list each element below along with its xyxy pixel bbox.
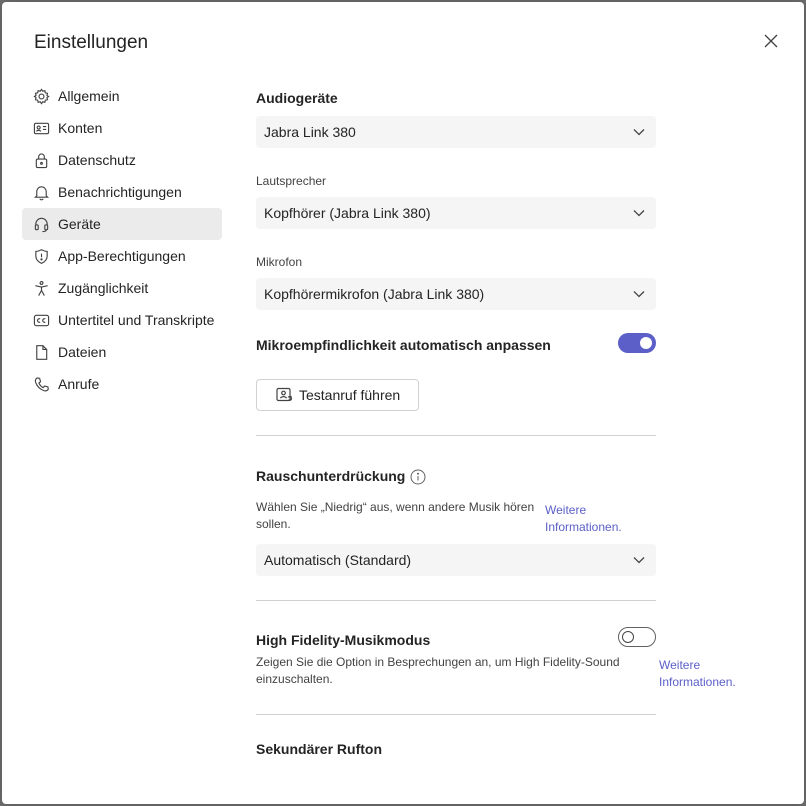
hifi-music-mode-heading: High Fidelity-Musikmodus	[256, 632, 431, 648]
lock-icon	[32, 151, 50, 169]
sidebar-item-dateien[interactable]	[22, 336, 222, 368]
sidebar-item-label: Allgemein	[58, 88, 120, 104]
microphone-value: Kopfhörermikrofon (Jabra Link 380)	[264, 286, 485, 302]
gear-icon	[32, 87, 50, 105]
settings-sidebar	[22, 80, 222, 400]
chevron-down-icon	[632, 287, 646, 301]
toggle-knob	[622, 631, 634, 643]
sidebar-item-label: Untertitel und Transkripte	[58, 312, 215, 328]
divider	[256, 714, 656, 715]
sidebar-item-untertitel[interactable]	[22, 304, 222, 336]
noise-suppression-description: Wählen Sie „Niedrig“ aus, wenn andere Musik hören sollen.	[256, 500, 535, 531]
divider	[256, 435, 656, 436]
shield-icon	[32, 247, 50, 265]
sidebar-item-benachrichtigungen[interactable]	[22, 176, 222, 208]
hifi-music-mode-description: Zeigen Sie die Option in Besprechungen an, um High Fidelity-Sound einzuschalten.	[256, 655, 620, 686]
sidebar-item-label: Dateien	[58, 344, 107, 360]
secondary-ringtone-heading: Sekundärer Rufton	[256, 741, 383, 757]
audio-devices-heading: Audiogeräte	[256, 90, 338, 106]
noise-suppression-select[interactable]	[256, 544, 656, 576]
sidebar-item-geraete[interactable]	[22, 208, 222, 240]
sidebar-item-konten[interactable]	[22, 112, 222, 144]
sidebar-item-label: Datenschutz	[58, 152, 136, 168]
chevron-down-icon	[632, 206, 646, 220]
noise-suppression-heading: Rauschunterdrückung	[256, 468, 406, 484]
test-call-icon	[275, 386, 293, 404]
sidebar-item-label: Zugänglichkeit	[58, 280, 149, 296]
sidebar-item-label: Geräte	[58, 216, 101, 232]
audio-device-value: Jabra Link 380	[264, 124, 356, 140]
sidebar-item-label: App-Berechtigungen	[58, 248, 186, 264]
bell-icon	[32, 183, 50, 201]
microphone-select[interactable]	[256, 278, 656, 310]
noise-suppression-value: Automatisch (Standard)	[264, 552, 412, 568]
hifi-music-mode-toggle[interactable]	[618, 627, 656, 647]
phone-icon	[32, 375, 50, 393]
sidebar-item-zugaenglichkeit[interactable]	[22, 272, 222, 304]
auto-sensitivity-toggle[interactable]	[618, 333, 656, 353]
audio-device-select[interactable]	[256, 116, 656, 148]
sidebar-item-label: Anrufe	[58, 376, 100, 392]
sidebar-item-label: Konten	[58, 120, 103, 136]
settings-dialog	[2, 2, 804, 804]
sidebar-item-app-berechtigungen[interactable]	[22, 240, 222, 272]
test-call-label: Testanruf führen	[299, 387, 401, 403]
closed-captions-icon	[32, 311, 50, 329]
divider	[256, 600, 656, 601]
microphone-label: Mikrofon	[256, 255, 303, 269]
sidebar-item-anrufe[interactable]	[22, 368, 222, 400]
close-icon	[764, 34, 778, 48]
toggle-knob	[640, 337, 652, 349]
chevron-down-icon	[632, 553, 646, 567]
close-button[interactable]	[760, 30, 782, 52]
auto-sensitivity-label: Mikroempfindlichkeit automatisch anpassen	[256, 337, 551, 353]
info-icon[interactable]	[410, 469, 426, 485]
test-call-button[interactable]	[256, 379, 419, 411]
noise-more-info-link[interactable]: Weitere Informationen.	[545, 503, 622, 534]
hifi-more-info-link[interactable]: Weitere Informationen.	[659, 658, 736, 689]
dialog-title: Einstellungen	[34, 32, 149, 53]
id-card-icon	[32, 119, 50, 137]
chevron-down-icon	[632, 125, 646, 139]
speaker-label: Lautsprecher	[256, 174, 327, 188]
headset-icon	[32, 215, 50, 233]
file-icon	[32, 343, 50, 361]
sidebar-item-datenschutz[interactable]	[22, 144, 222, 176]
speaker-value: Kopfhörer (Jabra Link 380)	[264, 205, 431, 221]
accessibility-icon	[32, 279, 50, 297]
sidebar-item-label: Benachrichtigungen	[58, 184, 182, 200]
speaker-select[interactable]	[256, 197, 656, 229]
sidebar-item-allgemein[interactable]	[22, 80, 222, 112]
